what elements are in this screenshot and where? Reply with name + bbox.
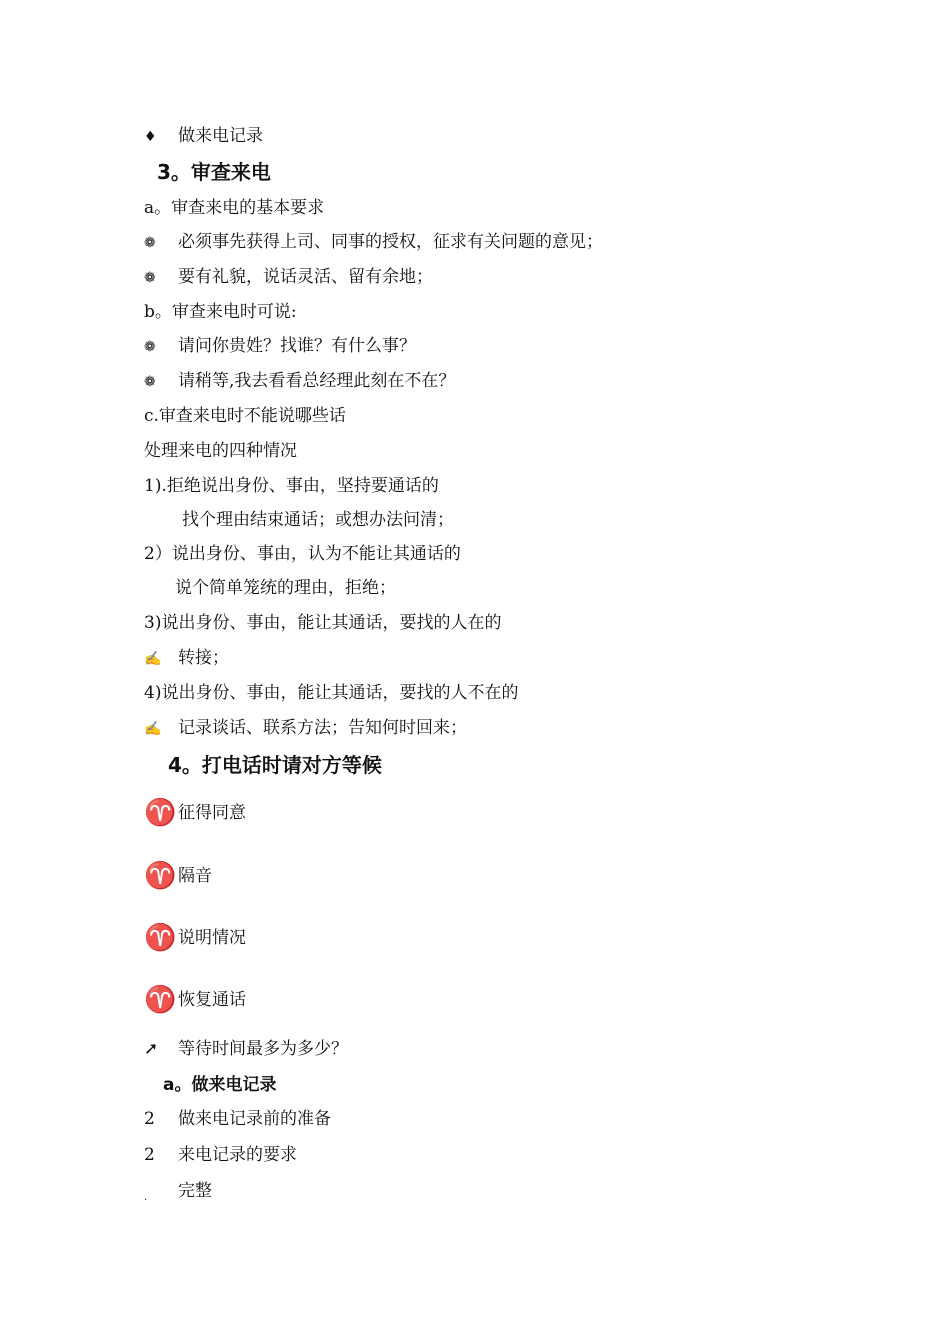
indented-text: 说个简单笼统的理由，拒绝； (175, 578, 396, 598)
item-text: 说明情况 (178, 928, 246, 948)
bullet-item (144, 335, 416, 358)
bullet-marker: 2 (144, 1145, 155, 1165)
aries-bullet-icon: ♈ (144, 985, 177, 1015)
aries-bullet-icon: ♈ (144, 861, 177, 891)
bullet-item (144, 985, 246, 1015)
paragraph-text: 处理来电的四种情况 (144, 441, 297, 461)
item-text: 隔音 (178, 866, 212, 886)
bullet-item (144, 1180, 212, 1209)
bullet-marker: 2 (144, 1109, 155, 1129)
item-text: 要有礼貌，说话灵活、留有余地； (178, 267, 433, 287)
bullet-item (144, 231, 603, 254)
bullet-item (144, 647, 229, 670)
diamond-bullet-icon: ♦ (144, 129, 157, 145)
bullet-item (144, 861, 212, 891)
bullet-item (144, 1108, 331, 1130)
numbered-item: 1).拒绝说出身份、事由，坚持要通话的 (144, 476, 439, 496)
sub-section-heading: a。做来电记录 (163, 1075, 277, 1095)
item-text: 征得同意 (178, 803, 246, 823)
flower-bullet-icon: ❁ (144, 339, 156, 355)
bullet-item (144, 923, 246, 953)
bullet-item (144, 717, 467, 740)
item-text: 请问你贵姓？找谁？有什么事？ (178, 336, 416, 356)
item-text: 恢复通话 (178, 990, 246, 1010)
item-text: 转接； (178, 648, 229, 668)
writing-hand-icon: ✍ (144, 721, 162, 737)
section-heading: 4。打电话时请对方等候 (168, 753, 382, 777)
item-text: 完整 (178, 1181, 212, 1201)
bullet-item (144, 1144, 297, 1166)
numbered-item: 4)说出身份、事由，能让其通话，要找的人不在的 (144, 683, 519, 703)
bullet-item (144, 266, 433, 289)
bullet-item (144, 125, 263, 148)
flower-bullet-icon: ❁ (144, 374, 156, 390)
sub-heading-text: c.审查来电时不能说哪些话 (144, 406, 346, 426)
bullet-item (144, 370, 455, 393)
numbered-item: 2）说出身份、事由，认为不能让其通话的 (144, 544, 461, 564)
sub-heading-text: b。审查来电时可说: (144, 302, 297, 322)
item-text: 记录谈话、联系方法；告知何时回来； (178, 718, 467, 738)
section-heading: 3。审查来电 (157, 160, 271, 184)
sub-heading-text: a。审查来电的基本要求 (144, 198, 325, 218)
indented-text: 找个理由结束通话；或想办法问清； (182, 510, 454, 530)
dot-bullet-icon: . (144, 1192, 148, 1203)
writing-hand-icon: ✍ (144, 651, 162, 667)
flower-bullet-icon: ❁ (144, 270, 156, 286)
item-text: 做来电记录前的准备 (178, 1109, 331, 1129)
aries-bullet-icon: ♈ (144, 798, 177, 828)
flower-bullet-icon: ❁ (144, 235, 156, 251)
bullet-item (144, 798, 246, 828)
numbered-item: 3)说出身份、事由，能让其通话，要找的人在的 (144, 613, 502, 633)
item-text: 等待时间最多为多少？ (178, 1039, 348, 1059)
bullet-item (144, 1038, 348, 1060)
arrow-bullet-icon: ➚ (144, 1039, 159, 1059)
item-text: 请稍等,我去看看总经理此刻在不在？ (178, 371, 456, 391)
item-text: 做来电记录 (178, 126, 263, 146)
item-text: 必须事先获得上司、同事的授权，征求有关问题的意见； (178, 232, 603, 252)
aries-bullet-icon: ♈ (144, 923, 177, 953)
item-text: 来电记录的要求 (178, 1145, 297, 1165)
